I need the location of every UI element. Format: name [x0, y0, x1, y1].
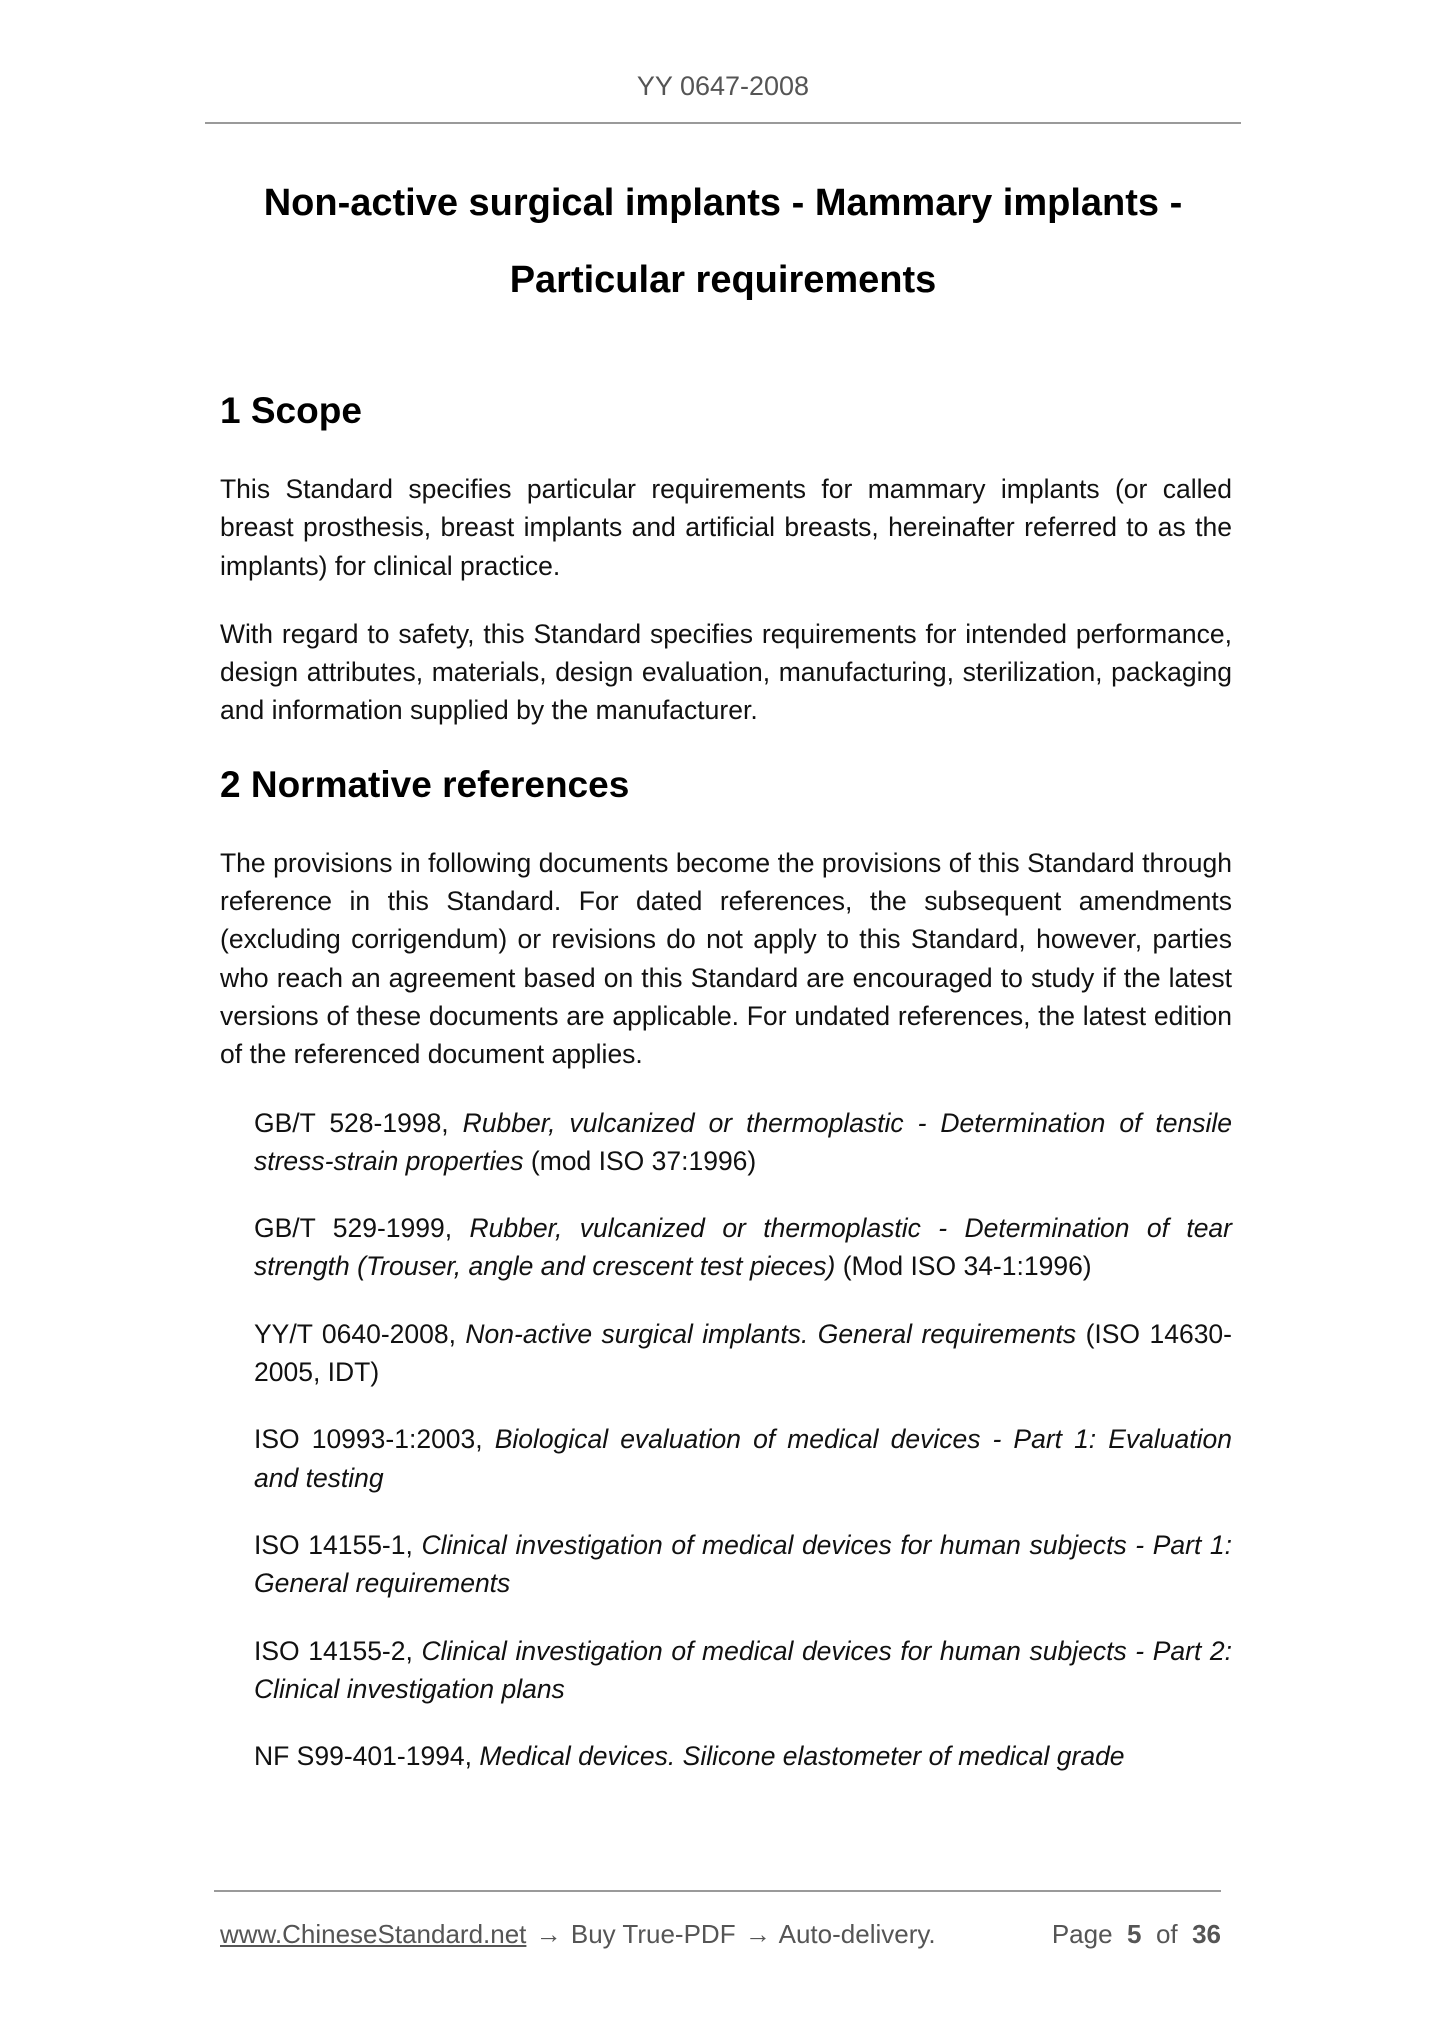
page-of-label: of: [1155, 1919, 1178, 1949]
reference-title: Non-active surgical implants. General requirements: [465, 1318, 1077, 1349]
reference-item: [254, 1737, 1232, 1775]
footer-step-buy: Buy True-PDF: [570, 1919, 736, 1949]
reference-code: ISO 14155-1,: [254, 1529, 422, 1560]
reference-title: Clinical investigation of medical devices for human subjects - Part 2: Clinical investigation plans: [254, 1635, 1233, 1704]
reference-title: Biological evaluation of medical devices - Part 1: Evaluation and testing: [254, 1424, 1232, 1493]
reference-list: [220, 1104, 1232, 1776]
reference-item: [254, 1209, 1232, 1286]
section-heading-normative-references: 2 Normative references: [220, 763, 630, 805]
section-normative-references: [220, 762, 1232, 1776]
page-total: 36: [1192, 1919, 1221, 1949]
document-title: [205, 165, 1241, 319]
reference-suffix: (ISO 14630-2005, IDT): [254, 1318, 1232, 1388]
scope-paragraph-1: This Standard specifies particular requirements for mammary implants (or called breast prosthesis, breast implants and artificial breasts, hereinafter referred to as the implants) for clinical practice.: [220, 474, 1232, 581]
document-title-line-2: Particular requirements: [509, 259, 937, 301]
reference-title: Medical devices. Silicone elastometer of medical grade: [479, 1741, 1125, 1772]
reference-title: Clinical investigation of medical devices for human subjects - Part 1: General requirements: [254, 1529, 1233, 1599]
page-current: 5: [1127, 1919, 1142, 1949]
reference-item: [254, 1632, 1232, 1709]
footer-promo: [220, 1916, 936, 1952]
reference-item: [254, 1104, 1232, 1181]
reference-title: Rubber, vulcanized or thermoplastic - Determination of tear strength (Trouser, angle and crescent test pieces): [254, 1213, 1232, 1282]
reference-code: NF S99-401-1994,: [254, 1741, 480, 1772]
reference-item: [254, 1420, 1232, 1497]
arrow-right-icon: →: [535, 1919, 562, 1949]
arrow-right-icon: →: [744, 1919, 771, 1949]
document-title-line-1: Non-active surgical implants - Mammary implants -: [263, 182, 1183, 224]
reference-item: [254, 1315, 1232, 1392]
page-number: [1052, 1916, 1221, 1952]
reference-suffix: (Mod ISO 34-1:1996): [835, 1251, 1092, 1282]
section-heading-scope: 1 Scope: [220, 390, 362, 431]
chinesestandard-link[interactable]: www.ChineseStandard.net: [220, 1919, 527, 1949]
reference-code: ISO 10993-1:2003,: [254, 1424, 495, 1455]
footer-step-delivery: Auto-delivery.: [778, 1919, 936, 1949]
reference-suffix: (mod ISO 37:1996): [523, 1145, 757, 1176]
reference-code: GB/T 528-1998,: [254, 1107, 463, 1138]
reference-title: Rubber, vulcanized or thermoplastic - Determination of tensile stress-strain properties: [254, 1107, 1232, 1176]
section-scope: [220, 388, 1232, 730]
reference-code: YY/T 0640-2008,: [254, 1318, 466, 1349]
reference-code: GB/T 529-1999,: [254, 1213, 470, 1244]
reference-code: ISO 14155-2,: [254, 1635, 422, 1666]
footer-divider: [214, 1890, 1221, 1892]
header-divider: [205, 122, 1241, 124]
reference-item: [254, 1526, 1232, 1603]
document-body: [220, 388, 1232, 1804]
page-header-doc-code: YY 0647-2008: [636, 71, 810, 101]
normative-references-intro: The provisions in following documents become the provisions of this Standard through reference in this Standard. For dated references, the subsequent amendments (excluding corrigendum) or revisions do not apply to this Standard, however, parties who reach an agreement based on this Standard are encouraged to study if the latest versions of these documents are applicable. For undated references, the latest edition of the referenced document applies.: [220, 847, 1232, 1070]
scope-paragraph-2: With regard to safety, this Standard specifies requirements for intended performance, design attributes, materials, design evaluation, manufacturing, sterilization, packaging and information supplied by the manufacturer.: [220, 618, 1232, 726]
page-label: Page: [1051, 1919, 1113, 1949]
